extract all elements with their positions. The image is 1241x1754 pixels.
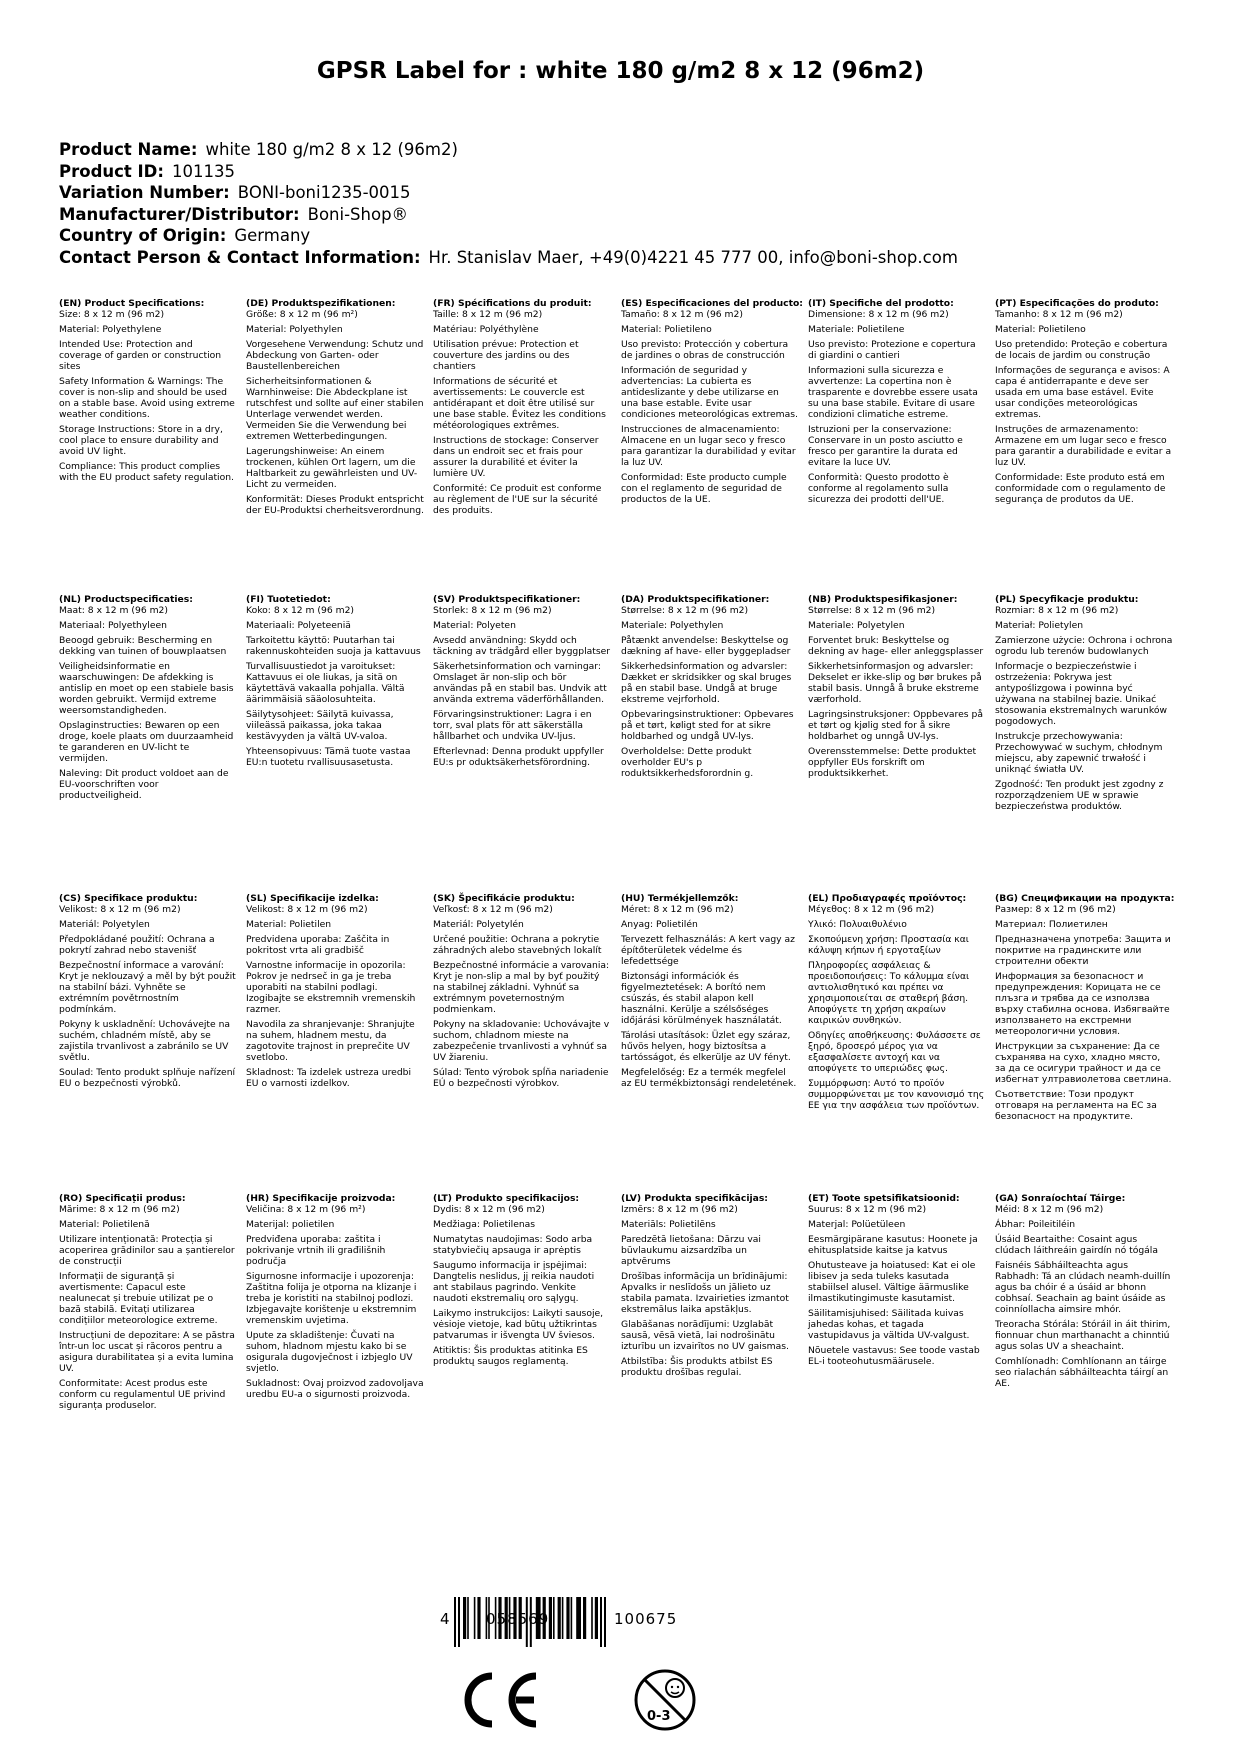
info-label: Manufacturer/Distributor: — [59, 204, 300, 224]
spec-paragraph: Sikkerhetsinformasjon og advarsler: Dekselet er ikke-slip og bør brukes på stabil basis. Unngå å bruke ekstreme værforhold. — [808, 661, 982, 705]
spec-paragraph: Turvallisuustiedot ja varoitukset: Kattavuus ei ole liukas, ja sitä on käytettävä vakaalla pohjalla. Vältä äärimmäisiä sääolosuhteita. — [246, 661, 405, 705]
spec-paragraph: Pokyny na skladovanie: Uchovávajte v suchom, chladnom mieste na zabezpečenie trvanlivosti a vyhnúť sa UV žiareniu. — [433, 1019, 610, 1063]
spec-paragraph: Soulad: Tento produkt splňuje nařízení EU o bezpečnosti výrobků. — [59, 1067, 236, 1089]
barcode-bar — [558, 1597, 561, 1639]
spec-block — [59, 594, 237, 805]
spec-paragraph: Påtænkt anvendelse: Beskyttelse og dækning af have- eller byggepladser — [621, 635, 791, 657]
spec-paragraph: Säilitamisjuhised: Säilitada kuivas jahedas kohas, et tagada vastupidavus ja vältida UV-valgust. — [808, 1308, 970, 1341]
spec-paragraph: Materjal: Polüetüleen — [808, 1219, 906, 1230]
spec-paragraph: Material: Polietilenă — [59, 1219, 150, 1230]
spec-paragraph: Nõuetele vastavus: See toode vastab EL-i tooteohutusmäärusele. — [808, 1345, 980, 1367]
spec-paragraph: Opslaginstructies: Bewaren op een droge, koele plaats om duurzaamheid te garanderen en UV-licht te vermijden. — [59, 720, 234, 764]
spec-paragraph: Conformité: Ce produit est conforme au règlement de l'UE sur la sécurité des produits. — [433, 483, 602, 516]
spec-heading: (SL) Specifikacije izdelka: — [246, 893, 379, 904]
spec-paragraph: Material: Polietileno — [995, 324, 1086, 335]
spec-paragraph: Instrukcje przechowywania: Przechowywać w suchym, chłodnym miejscu, aby zapewnić trwałość i uniknąć światła UV. — [995, 731, 1163, 775]
spec-block — [59, 298, 237, 487]
spec-paragraph: Mărime: 8 x 12 m (96 m2) — [59, 1204, 180, 1215]
spec-heading: (NL) Productspecificaties: — [59, 594, 193, 605]
spec-block — [808, 893, 986, 1115]
spec-heading: (FR) Spécifications du produit: — [433, 298, 592, 309]
spec-paragraph: Overensstemmelse: Dette produktet oppfyller EUs forskrift om produktsikkerhet. — [808, 746, 977, 779]
spec-paragraph: Instruções de armazenamento: Armazene em um lugar seco e fresco para garantir a durabilidade e evitar a luz UV. — [995, 424, 1172, 468]
spec-paragraph: Informații de siguranță și avertismente: Capacul este nealunecat și trebuie utilizat pe o bază stabilă. Evitați utilizarea condițiilor meteorologice extreme. — [59, 1271, 218, 1326]
spec-paragraph: Sigurnosne informacije i upozorenja: Zaštitna folija je otporna na klizanje i treba je koristiti na stabilnoj podlozi. Izbjegavajte korištenje u ekstremnim vremenskim uvjetima. — [246, 1271, 417, 1326]
spec-paragraph: Určené použitie: Ochrana a pokrytie záhradných alebo stavebných lokalít — [433, 934, 602, 956]
spec-paragraph: Conformità: Questo prodotto è conforme al regolamento sulla sicurezza dei prodotti dell'UE. — [808, 472, 949, 505]
spec-paragraph: Biztonsági információk és figyelmeztetések: A borító nem csúszás, és stabil alapon kell használni. Kerülje a szélsőséges időjárási körülmények használatát. — [621, 971, 782, 1026]
spec-paragraph: Materiale: Polyethylen — [621, 620, 724, 631]
spec-paragraph: Bezpečnostní informace a varování: Kryt je neklouzavý a měl by být použit na stabilní bázi. Vyhněte se extrémním povětrnostním podmínkám. — [59, 960, 236, 1015]
spec-heading: (LT) Produkto specifikacijos: — [433, 1193, 580, 1204]
spec-paragraph: Súlad: Tento výrobok spĺňa nariadenie EÚ o bezpečnosti výrobkov. — [433, 1067, 609, 1089]
spec-paragraph: Predviđena uporaba: zaštita i pokrivanje vrtnih ili građilišnih područja — [246, 1234, 386, 1267]
spec-paragraph: Информация за безопасност и предупреждения: Корицата не се плъзга и трябва да се използва върху стабилна основа. Избягвайте използването на екстремни метеорологични условия. — [995, 971, 1170, 1037]
barcode-bar — [463, 1597, 466, 1639]
page-title: GPSR Label for : white 180 g/m2 8 x 12 (96m2) — [316, 58, 925, 84]
spec-paragraph: Forventet bruk: Beskyttelse og dekning av hage- eller anleggsplasser — [808, 635, 984, 657]
spec-paragraph: Lagringsinstruksjoner: Oppbevares på et tørt og kjølig sted for å sikre holdbarhet og unngå UV-lys. — [808, 709, 983, 742]
spec-heading: (ES) Especificaciones del producto: — [621, 298, 803, 309]
spec-paragraph: Utilizare intenționată: Protecția și acoperirea grădinilor sau a șantierelor de construcții — [59, 1234, 235, 1267]
barcode-right-digits: 100675 — [614, 1610, 678, 1628]
spec-paragraph: Méret: 8 x 12 m (96 m2) — [621, 904, 734, 915]
spec-paragraph: Megfelelőség: Ez a termék megfelel az EU termékbiztonsági rendeletének. — [621, 1067, 797, 1089]
spec-block — [995, 893, 1173, 1126]
spec-block — [808, 298, 986, 509]
spec-paragraph: Treoracha Stórála: Stóráil in áit thirim, fionnuar chun marthanacht a chinntiú agus solas UV a sheachaint. — [995, 1319, 1171, 1352]
barcode-bar — [604, 1597, 606, 1647]
barcode-lead-digit: 4 — [440, 1610, 450, 1628]
info-label: Contact Person & Contact Information: — [59, 247, 421, 267]
spec-paragraph: Compliance: This product complies with the EU product safety regulation. — [59, 461, 234, 483]
barcode-bar — [576, 1597, 581, 1639]
spec-paragraph: Sikkerhedsinformation og advarsler: Dækket er skridsikker og skal bruges på en stabil base. Undgå at bruge ekstreme vejrforhold. — [621, 661, 792, 705]
spec-paragraph: Safety Information & Warnings: The cover is non-slip and should be used on a stable base. Avoid using extreme weather conditions. — [59, 376, 235, 420]
barcode-bar — [458, 1597, 460, 1647]
spec-block — [59, 893, 237, 1093]
spec-paragraph: Úsáid Beartaithe: Cosaint agus clúdach láithreáin gairdín nó tógála — [995, 1234, 1158, 1256]
spec-paragraph: Zgodność: Ten produkt jest zgodny z rozporządzeniem UE w sprawie bezpieczeństwa produktów. — [995, 779, 1164, 812]
spec-paragraph: Instructions de stockage: Conserver dans un endroit sec et frais pour assurer la durabilité et éviter la lumière UV. — [433, 435, 599, 479]
spec-paragraph: Conformidade: Este produto está em conformidade com o regulamento de segurança de produtos da UE. — [995, 472, 1166, 505]
spec-paragraph: Navodila za shranjevanje: Shranjujte na suhem, hladnem mestu, da zagotovite trajnost in preprečite UV svetlobo. — [246, 1019, 415, 1063]
spec-paragraph: Størrelse: 8 x 12 m (96 m2) — [808, 605, 936, 616]
spec-paragraph: Opbevaringsinstruktioner: Opbevares på et tørt, køligt sted for at sikre holdbarhed og undgå UV-lys. — [621, 709, 794, 742]
spec-paragraph: Informacje o bezpieczeństwie i ostrzeżenia: Pokrywa jest antypoślizgowa i powinna być używana na stabilnej bazie. Unikać stosowania ekstremalnych warunków pogodowych. — [995, 661, 1167, 727]
info-value: 101135 — [171, 161, 235, 181]
spec-paragraph: Numatytas naudojimas: Sodo arba statybviečių apsauga ir aprėptis — [433, 1234, 593, 1256]
age-label: 0-3 — [647, 1709, 671, 1724]
spec-heading: (EN) Product Specifications: — [59, 298, 205, 309]
info-label: Product ID: — [59, 161, 164, 181]
info-row — [59, 225, 958, 247]
spec-paragraph: Säilytysohjeet: Säilytä kuivassa, viileässä paikassa, joka takaa kestävyyden ja vältä UV-valoa. — [246, 709, 394, 742]
spec-paragraph: Utilisation prévue: Protection et couverture des jardins ou des chantiers — [433, 339, 579, 372]
spec-block — [808, 1193, 986, 1371]
spec-paragraph: Veiligheidsinformatie en waarschuwingen: De afdekking is antislip en moet op een stabiele basis worden gebruikt. Vermijd extreme weersomstandigheden. — [59, 661, 234, 716]
spec-paragraph: Υλικό: Πολυαιθυλένιο — [808, 919, 907, 930]
spec-paragraph: Material: Polyeten — [433, 620, 516, 631]
barcode-bar — [477, 1597, 480, 1639]
spec-paragraph: Atitiktis: Šis produktas atitinka ES produktų saugos reglamentą. — [433, 1345, 588, 1367]
spec-paragraph: Pokyny k uskladnění: Uchovávejte na suchém, chladném místě, aby se zajistila trvanlivost a zabránilo se UV světlu. — [59, 1019, 231, 1063]
spec-paragraph: Säkerhetsinformation och varningar: Omslaget är non-slip och bör användas på en stabil bas. Undvik att använda extrema väderförhållanden. — [433, 661, 607, 705]
barcode-bar — [595, 1597, 598, 1639]
spec-paragraph: Lagerungshinweise: An einem trockenen, kühlen Ort lagern, um die Haltbarkeit zu gewährleisten und UV-Licht zu vermeiden. — [246, 446, 418, 490]
ce-mark-icon — [456, 1670, 542, 1730]
spec-paragraph: Съответствие: Този продукт отговаря на регламента на ЕС за безопасност на продуктите. — [995, 1089, 1157, 1122]
spec-paragraph: Maat: 8 x 12 m (96 m2) — [59, 605, 168, 616]
spec-paragraph: Materiał: Polietylen — [995, 620, 1084, 631]
spec-paragraph: Saugumo informacija ir įspėjimai: Dangtelis neslidus, jį reikia naudoti ant stabilaus pagrindo. Venkite naudoti ekstremalių oro sąlygų. — [433, 1260, 595, 1304]
spec-paragraph: Predvidena uporaba: Zaščita in pokritost vrta ali gradbišč — [246, 934, 390, 956]
spec-heading: (FI) Tuotetiedot: — [246, 594, 331, 605]
spec-paragraph: Zamierzone użycie: Ochrona i ochrona ogrodu lub terenów budowlanych — [995, 635, 1173, 657]
barcode-bar — [467, 1597, 469, 1639]
spec-paragraph: Storage Instructions: Store in a dry, cool place to ensure durability and avoid UV light. — [59, 424, 223, 457]
barcode-bar — [571, 1597, 573, 1639]
info-value: BONI-boni1235-0015 — [237, 183, 411, 203]
spec-paragraph: Uso pretendido: Proteção e cobertura de locais de jardim ou construção — [995, 339, 1168, 361]
spec-paragraph: Συμμόρφωση: Αυτό το προϊόν συμμορφώνεται με τον κανονισμό της ΕΕ για την ασφάλεια των προϊόντων. — [808, 1078, 985, 1111]
spec-heading: (EL) Προδιαγραφές προϊόντος: — [808, 893, 967, 904]
spec-paragraph: Storlek: 8 x 12 m (96 m2) — [433, 605, 552, 616]
spec-paragraph: Rozmiar: 8 x 12 m (96 m2) — [995, 605, 1119, 616]
spec-paragraph: Size: 8 x 12 m (96 m2) — [59, 309, 165, 320]
spec-paragraph: Größe: 8 x 12 m (96 m²) — [246, 309, 358, 320]
spec-paragraph: Conformitate: Acest produs este conform cu regulamentul UE privind siguranța produselor. — [59, 1378, 226, 1411]
spec-paragraph: Sukladnost: Ovaj proizvod zadovoljava uredbu EU-a o sigurnosti proizvoda. — [246, 1378, 424, 1400]
spec-paragraph: Informações de segurança e avisos: A capa é antiderrapante e deve ser usada em uma base estável. Evite usar condições meteorológicas extremas. — [995, 365, 1170, 420]
spec-paragraph: Dimensione: 8 x 12 m (96 m2) — [808, 309, 949, 320]
barcode-bar — [549, 1597, 552, 1639]
spec-paragraph: Upute za skladištenje: Čuvati na suhom, hladnom mjestu kako bi se osigurala dugovječnost i izbjeglo UV svjetlo. — [246, 1330, 413, 1374]
spec-block — [621, 1193, 799, 1382]
info-row — [59, 247, 958, 269]
spec-block — [621, 298, 803, 509]
spec-heading: (PT) Especificações do produto: — [995, 298, 1159, 309]
age-warning-icon — [633, 1668, 697, 1732]
spec-heading: (RO) Specificații produs: — [59, 1193, 186, 1204]
spec-heading: (NB) Produktspesifikasjoner: — [808, 594, 958, 605]
spec-paragraph: Información de seguridad y advertencias: La cubierta es antideslizante y debe utilizarse en una base estable. Evite usar condiciones meteorológicas extremas. — [621, 365, 798, 420]
info-value: Boni-Shop® — [307, 204, 409, 224]
info-row — [59, 161, 958, 183]
spec-paragraph: Paredzētā lietošana: Dārzu vai būvlaukumu aizsardzība un aptvērums — [621, 1234, 761, 1267]
spec-paragraph: Yhteensopivuus: Tämä tuote vastaa EU:n tuotetu rvallisuusasetusta. — [246, 746, 411, 768]
spec-heading: (HR) Specifikacije proizvoda: — [246, 1193, 396, 1204]
spec-paragraph: Размер: 8 x 12 m (96 m2) — [995, 904, 1116, 915]
spec-paragraph: Πληροφορίες ασφάλειας & προειδοποιήσεις: Το κάλυμμα είναι αντιολισθητικό και πρέπει να χρησιμοποιείται σε σταθερή βάση. Αποφύγετε τη χρήση ακραίων καιρικών συνθηκών. — [808, 960, 970, 1026]
info-row — [59, 139, 958, 161]
spec-paragraph: Velikost: 8 x 12 m (96 m2) — [59, 904, 181, 915]
spec-paragraph: Instrucciones de almacenamiento: Almacene en un lugar seco y fresco para garantizar la durabilidad y evitar la luz UV. — [621, 424, 796, 468]
spec-paragraph: Konformität: Dieses Produkt entspricht der EU-Produktsi cherheitsverordnung. — [246, 494, 424, 516]
spec-paragraph: Förvaringsinstruktioner: Lagra i en torr, sval plats för att säkerställa hållbarhet och undvika UV-ljus. — [433, 709, 592, 742]
spec-paragraph: Tarkoitettu käyttö: Puutarhan tai rakennuskohteiden suoja ja kattavuus — [246, 635, 421, 657]
spec-paragraph: Izmērs: 8 x 12 m (96 m2) — [621, 1204, 738, 1215]
barcode-bar — [553, 1597, 555, 1639]
spec-paragraph: Suurus: 8 x 12 m (96 m2) — [808, 1204, 927, 1215]
spec-block — [621, 594, 799, 783]
info-value: white 180 g/m2 8 x 12 (96m2) — [205, 140, 458, 159]
info-label: Variation Number: — [59, 183, 230, 203]
spec-paragraph: Skladnost: Ta izdelek ustreza uredbi EU o varnosti izdelkov. — [246, 1067, 412, 1089]
spec-heading: (SV) Produktspecifikationer: — [433, 594, 581, 605]
spec-block — [246, 298, 424, 520]
spec-heading: (CS) Specifikace produktu: — [59, 893, 198, 904]
spec-paragraph: Предназначена употреба: Защита и покритие на градинските или строителни обекти — [995, 934, 1171, 967]
spec-paragraph: Σκοπούμενη χρήση: Προστασία και κάλυψη κήπων ή εργοταξίων — [808, 934, 969, 956]
info-label: Product Name: — [59, 140, 198, 159]
spec-paragraph: Material: Polietileno — [621, 324, 712, 335]
spec-paragraph: Uso previsto: Protezione e copertura di giardini o cantieri — [808, 339, 976, 361]
spec-paragraph: Taille: 8 x 12 m (96 m2) — [433, 309, 543, 320]
spec-block — [621, 893, 799, 1093]
spec-paragraph: Tervezett felhasználás: A kert vagy az építőterületek védelme és lefedettsége — [621, 934, 795, 967]
spec-block — [433, 893, 611, 1093]
spec-paragraph: Beoogd gebruik: Bescherming en dekking van tuinen of bouwplaatsen — [59, 635, 227, 657]
spec-paragraph: Οδηγίες αποθήκευσης: Φυλάσσετε σε ξηρό, δροσερό μέρος για να εξασφαλίσετε αντοχή και να αποφύγετε το υπεριώδες φως. — [808, 1030, 981, 1074]
spec-heading: (HU) Termékjellemzők: — [621, 893, 739, 904]
info-row — [59, 204, 958, 226]
barcode-bar — [454, 1597, 456, 1647]
spec-paragraph: Anyag: Polietilén — [621, 919, 698, 930]
spec-heading: (BG) Спецификации на продукта: — [995, 893, 1175, 904]
spec-paragraph: Tamanho: 8 x 12 m (96 m2) — [995, 309, 1123, 320]
spec-block — [995, 298, 1173, 509]
spec-block — [246, 893, 424, 1093]
barcode-bar — [474, 1597, 476, 1639]
spec-paragraph: Veličina: 8 x 12 m (96 m²) — [246, 1204, 366, 1215]
spec-paragraph: Størrelse: 8 x 12 m (96 m2) — [621, 605, 749, 616]
spec-paragraph: Materiaali: Polyeteeniä — [246, 620, 351, 631]
barcode-bar — [600, 1597, 602, 1647]
spec-paragraph: Varnostne informacije in opozorila: Pokrov je nedrseč in ga je treba uporabiti na stabilni podlagi. Izogibajte se ekstremnih vremenskih razmer. — [246, 960, 416, 1015]
spec-paragraph: Předpokládané použití: Ochrana a pokrytí zahrad nebo stavenišť — [59, 934, 215, 956]
barcode-bar — [566, 1597, 569, 1639]
spec-paragraph: Drošības informācija un brīdinājumi: Apvalks ir neslīdošs un jālieto uz stabila pamata. Izvairieties izmantot ekstremālus laika apstākļus. — [621, 1271, 789, 1315]
spec-block — [59, 1193, 237, 1415]
spec-block — [433, 298, 611, 520]
spec-heading: (SK) Špecifikácie produktu: — [433, 893, 575, 904]
spec-heading: (DA) Produktspecifikationer: — [621, 594, 770, 605]
spec-paragraph: Materiál: Polyetylen — [59, 919, 150, 930]
spec-paragraph: Μέγεθος: 8 x 12 m (96 m2) — [808, 904, 935, 915]
spec-heading: (GA) Sonraíochtaí Táirge: — [995, 1193, 1126, 1204]
spec-block — [995, 594, 1173, 816]
spec-block — [246, 594, 424, 772]
spec-paragraph: Tárolási utasítások: Üzlet egy száraz, hűvös helyen, hogy biztosítsa a tartósságot, és elkerülje az UV fényt. — [621, 1030, 791, 1063]
spec-paragraph: Faisnéis Sábháilteachta agus Rabhadh: Tá an clúdach neamh-duillín agus ba chóir é a úsáid ar bhonn cobhsaí. Seachain ag baint úsáide as coinníollacha aimsire mhór. — [995, 1260, 1171, 1315]
spec-paragraph: Overholdelse: Dette produkt overholder EU's p roduktsikkerhedsforordnin g. — [621, 746, 754, 779]
spec-paragraph: Material: Polietilen — [246, 919, 332, 930]
barcode-bar — [591, 1597, 593, 1639]
spec-paragraph: Vorgesehene Verwendung: Schutz und Abdeckung von Garten- oder Baustellenbereichen — [246, 339, 424, 372]
spec-paragraph: Eesmärgipärane kasutus: Hoonete ja ehitusplatside kaitse ja katvus — [808, 1234, 978, 1256]
spec-paragraph: Informazioni sulla sicurezza e avvertenze: La copertina non è trasparente e dovrebbe essere usata su una base stabile. Evitare di usare condizioni climatiche estreme. — [808, 365, 978, 420]
spec-paragraph: Material: Polyethylene — [59, 324, 162, 335]
spec-paragraph: Velikost: 8 x 12 m (96 m2) — [246, 904, 368, 915]
spec-paragraph: Dydis: 8 x 12 m (96 m2) — [433, 1204, 545, 1215]
spec-paragraph: Materiaal: Polyethyleen — [59, 620, 167, 631]
info-value: Hr. Stanislav Maer, +49(0)4221 45 777 00, info@boni-shop.com — [428, 247, 958, 267]
spec-block — [995, 1193, 1173, 1393]
spec-paragraph: Atbilstība: Šis produkts atbilst ES produktu drošības regulai. — [621, 1356, 773, 1378]
spec-heading: (DE) Produktspezifikationen: — [246, 298, 396, 309]
spec-heading: (PL) Specyfikacje produktu: — [995, 594, 1139, 605]
spec-paragraph: Materiál: Polyetylén — [433, 919, 524, 930]
spec-paragraph: Naleving: Dit product voldoet aan de EU-voorschriften voor productveiligheid. — [59, 768, 229, 801]
info-value: Germany — [234, 226, 311, 246]
spec-block — [433, 1193, 611, 1371]
spec-paragraph: Efterlevnad: Denna produkt uppfyller EU:s pr oduktsäkerhetsförordning. — [433, 746, 604, 768]
spec-paragraph: Avsedd användning: Skydd och täckning av trädgård eller byggplatser — [433, 635, 611, 657]
spec-paragraph: Intended Use: Protection and coverage of garden or construction sites — [59, 339, 222, 372]
spec-block — [246, 1193, 424, 1404]
spec-paragraph: Ohutusteave ja hoiatused: Kat ei ole libisev ja seda tuleks kasutada stabiilsel alusel. Vältige äärmuslike ilmastikutingimuste kasutamist. — [808, 1260, 976, 1304]
spec-paragraph: Conformidad: Este producto cumple con el reglamento de seguridad de productos de la UE. — [621, 472, 787, 505]
ean-barcode — [440, 1597, 740, 1647]
spec-paragraph: Bezpečnostné informácie a varovania: Kryt je non-slip a mal by byť použitý na stabilnej základni. Vyhnúť sa extrémnym poveternostným podmienkam. — [433, 960, 610, 1015]
spec-paragraph: Laikymo instrukcijos: Laikyti sausoje, vėsioje vietoje, kad būtų užtikrintas patvarumas ir išvengta UV šviesos. — [433, 1308, 604, 1341]
spec-paragraph: Materiāls: Polietilēns — [621, 1219, 716, 1230]
spec-paragraph: Medžiaga: Polietilenas — [433, 1219, 536, 1230]
spec-paragraph: Sicherheitsinformationen & Warnhinweise: Die Abdeckplane ist rutschfest und sollte auf einer stabilen Unterlage verwendet werden. Vermeiden Sie die Verwendung bei extremen Wetterbedingungen. — [246, 376, 424, 442]
spec-paragraph: Koko: 8 x 12 m (96 m2) — [246, 605, 354, 616]
spec-paragraph: Материал: Полиетилен — [995, 919, 1108, 930]
barcode-left-digits: 058569 — [486, 1610, 550, 1628]
spec-paragraph: Istruzioni per la conservazione: Conservare in un posto asciutto e fresco per garantire la durata ed evitare la luce UV. — [808, 424, 963, 468]
spec-paragraph: Ábhar: Poileitiléin — [995, 1219, 1076, 1230]
spec-heading: (ET) Toote spetsifikatsioonid: — [808, 1193, 960, 1204]
barcode-bar — [562, 1597, 564, 1639]
spec-paragraph: Matériau: Polyéthylène — [433, 324, 539, 335]
spec-block — [433, 594, 611, 772]
barcode-bar — [583, 1597, 586, 1639]
info-row — [59, 182, 958, 204]
product-info — [59, 139, 958, 269]
spec-paragraph: Material: Polyethylen — [246, 324, 343, 335]
spec-block — [808, 594, 986, 783]
spec-paragraph: Instrucțiuni de depozitare: A se păstra într-un loc uscat și răcoros pentru a asigura durabilitatea și a evita lumina UV. — [59, 1330, 235, 1374]
spec-paragraph: Materiale: Polietilene — [808, 324, 905, 335]
spec-paragraph: Méid: 8 x 12 m (96 m2) — [995, 1204, 1104, 1215]
spec-paragraph: Comhlíonadh: Comhlíonann an táirge seo rialachán sábháilteachta táirgí an AE. — [995, 1356, 1169, 1389]
info-label: Country of Origin: — [59, 226, 227, 246]
spec-paragraph: Materijal: polietilen — [246, 1219, 335, 1230]
spec-paragraph: Glabāšanas norādījumi: Uzglabāt sausā, vēsā vietā, lai nodrošinātu izturību un izvairītos no UV gaismas. — [621, 1319, 789, 1352]
spec-paragraph: Tamaño: 8 x 12 m (96 m2) — [621, 309, 743, 320]
spec-paragraph: Materiale: Polyetylen — [808, 620, 905, 631]
spec-heading: (IT) Specifiche del prodotto: — [808, 298, 954, 309]
spec-heading: (LV) Produkta specifikācijas: — [621, 1193, 768, 1204]
spec-paragraph: Инструкции за съхранение: Да се съхранява на сухо, хладно място, за да се осигури трайност и да се избегнат ултравиолетова светлина. — [995, 1041, 1172, 1085]
spec-paragraph: Veľkosť: 8 x 12 m (96 m2) — [433, 904, 553, 915]
spec-paragraph: Informations de sécurité et avertissements: Le couvercle est antidérapant et doit être utilisé sur une base stable. Évitez les conditions météorologiques extrêmes. — [433, 376, 606, 431]
spec-paragraph: Uso previsto: Protección y cobertura de jardines o obras de construcción — [621, 339, 789, 361]
